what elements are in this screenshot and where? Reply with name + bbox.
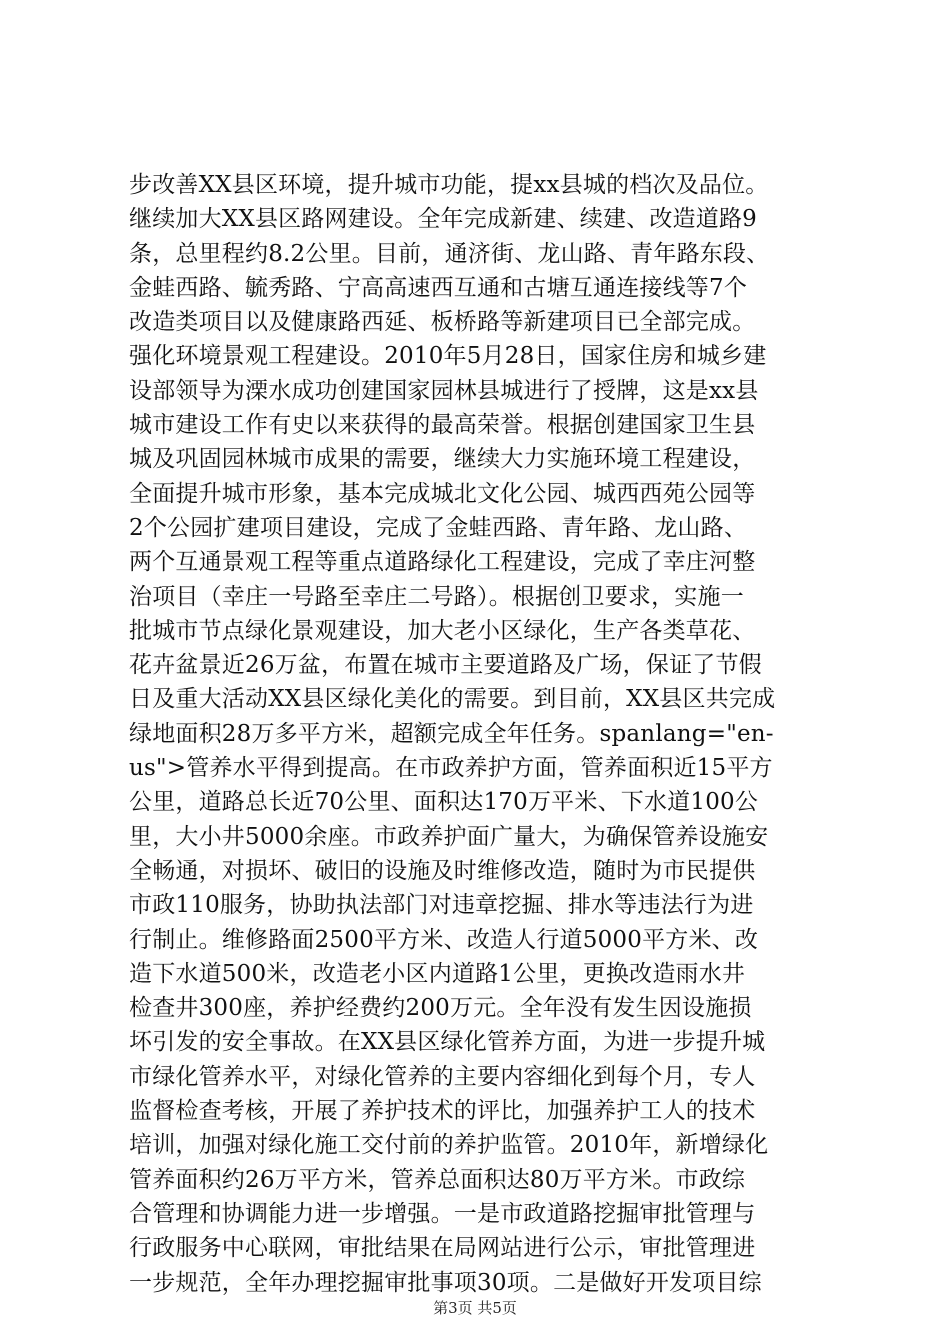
page-footer [0,1298,950,1318]
text-line: 全面提升城市形象，基本完成城北文化公园、城西西苑公园等 [129,480,756,507]
text-line: 设部领导为溧水成功创建国家园林县城进行了授牌，这是xx县 [129,377,759,404]
text-line: 管养面积约26万平方米，管养总面积达80万平方米。市政综 [129,1166,746,1193]
text-line: 强化环境景观工程建设。2010年5月28日，国家住房和城乡建 [129,343,767,370]
text-line: 继续加大XX县区路网建设。全年完成新建、续建、改造道路9 [129,206,757,233]
text-line: 市政110服务，协助执法部门对违章挖掘、排水等违法行为进 [129,892,754,919]
text-line: 金蛙西路、毓秀路、宁高高速西互通和古塘互通连接线等7个 [129,274,748,301]
text-line: 检查井300座，养护经费约200万元。全年没有发生因设施损 [129,995,752,1022]
text-line: 2个公园扩建项目建设，完成了金蛙西路、青年路、龙山路、 [129,514,748,541]
text-line: 监督检查考核，开展了养护技术的评比，加强养护工人的技术 [129,1098,756,1125]
page-number: 第3页 共5页 [433,1299,517,1317]
text-line: 城市建设工作有史以来获得的最高荣誉。根据创建国家卫生县 [129,412,756,439]
text-line: 一步规范，全年办理挖掘审批事项30项。二是做好开发项目综 [129,1269,762,1296]
text-line: 批城市节点绿化景观建设，加大老小区绿化，生产各类草花、 [129,617,756,644]
text-line: 公里，道路总长近70公里、面积达170万平米、下水道100公 [129,789,759,816]
text-line: 合管理和协调能力进一步增强。一是市政道路挖掘审批管理与 [129,1200,756,1227]
text-line: 两个互通景观工程等重点道路绿化工程建设，完成了幸庄河整 [129,549,756,576]
text-line: 条，总里程约8.2公里。目前，通济街、龙山路、青年路东段、 [129,240,770,267]
text-line: 改造类项目以及健康路西延、板桥路等新建项目已全部完成。 [129,309,756,336]
text-line: 步改善XX县区环境，提升城市功能，提xx县城的档次及品位。 [129,172,769,198]
body-text [129,168,829,1300]
text-line: 行政服务中心联网，审批结果在局网站进行公示，审批管理进 [129,1235,756,1262]
text-line: 全畅通，对损坏、破旧的设施及时维修改造，随时为市民提供 [129,857,756,884]
text-line: 日及重大活动XX县区绿化美化的需要。到目前，XX县区共完成 [129,686,776,713]
text-line: 花卉盆景近26万盆，布置在城市主要道路及广场，保证了节假 [129,652,762,679]
text-line: 市绿化管养水平，对绿化管养的主要内容细化到每个月，专人 [129,1063,756,1090]
text-line: 坏引发的安全事故。在XX县区绿化管养方面，为进一步提升城 [129,1029,766,1056]
text-line: 里，大小井5000余座。市政养护面广量大，为确保管养设施安 [129,823,769,850]
text-line: 培训，加强对绿化施工交付前的养护监管。2010年，新增绿化 [129,1132,769,1159]
text-line: 城及巩固园林城市成果的需要，继续大力实施环境工程建设， [129,446,756,473]
text-line: 造下水道500米，改造老小区内道路1公里，更换改造雨水井 [129,960,746,987]
text-line: us">管养水平得到提高。在市政养护方面，管养面积近15平方 [129,755,773,782]
text-line: 行制止。维修路面2500平方米、改造人行道5000平方米、改 [129,926,759,953]
text-line: 治项目（幸庄一号路至幸庄二号路）。根据创卫要求，实施一 [129,583,744,610]
text-line: 绿地面积28万多平方米，超额完成全年任务。spanlang="en- [129,720,774,747]
